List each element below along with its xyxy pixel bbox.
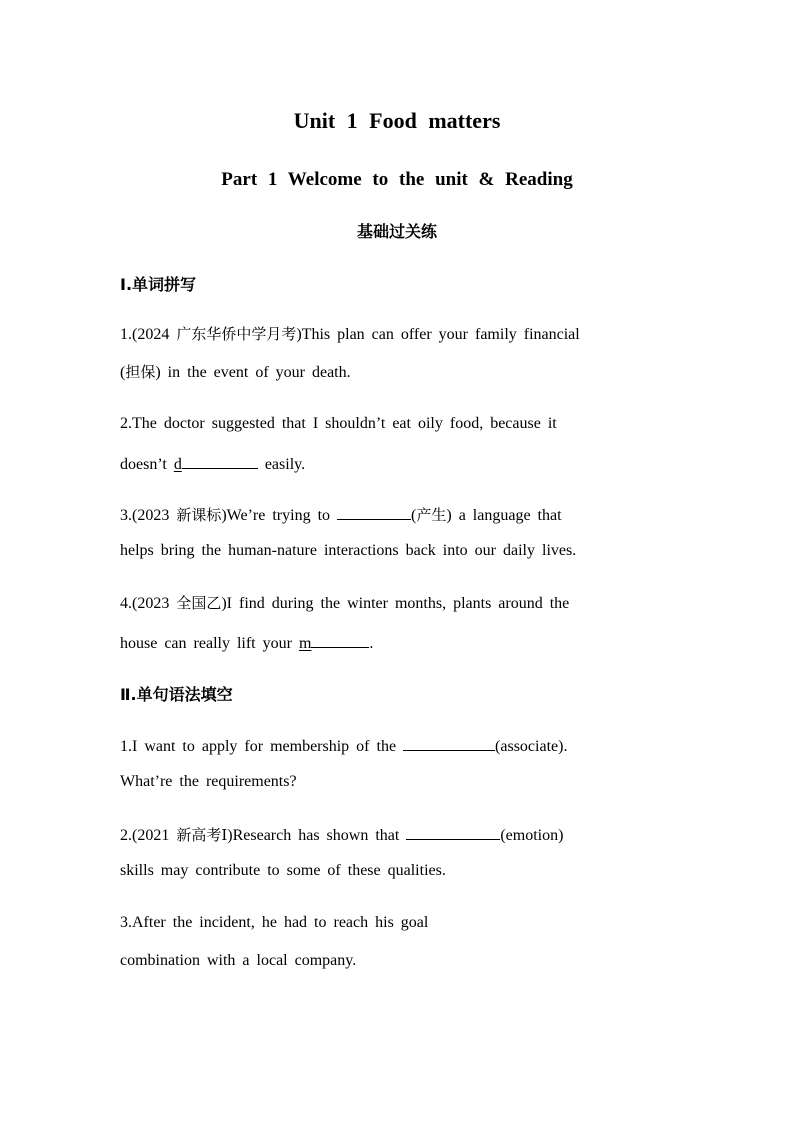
answer-blank[interactable]	[406, 823, 500, 840]
letter-hint: d	[173, 456, 182, 473]
answer-blank[interactable]	[311, 631, 369, 648]
unit-title: Unit 1 Food matters	[293, 108, 501, 133]
question-3-line-1: 3.(2023 新课标)We’re trying to (产生) a language that	[120, 503, 680, 526]
answer-blank[interactable]	[403, 734, 495, 751]
grammar-question-3-line-2: combination with a local company.	[120, 952, 357, 969]
grammar-question-3-line-1: 3.After the incident, he had to reach his goal	[120, 914, 429, 931]
section-heading-spelling: Ⅰ.单词拼写	[120, 275, 197, 294]
question-source: 全国乙	[176, 594, 222, 612]
answer-blank[interactable]	[337, 503, 411, 520]
question-2-line-1: 2.The doctor suggested that I shouldn’t eat oily food, because it	[120, 415, 557, 432]
letter-hint: m	[298, 635, 312, 652]
section-heading-grammar: Ⅱ.单句语法填空	[120, 685, 233, 704]
question-source: 新课标	[176, 506, 222, 524]
grammar-question-1-line-1: 1.I want to apply for membership of the (associate).	[120, 734, 680, 757]
part-title: Part 1 Welcome to the unit & Reading	[221, 169, 573, 190]
question-1-line-1: 1.(2024 广东华侨中学月考)This plan can offer your family financial	[120, 325, 580, 343]
chinese-hint: 担保	[125, 363, 156, 381]
grammar-question-1-line-2: What’re the requirements?	[120, 773, 297, 790]
question-2-line-2: doesn’t d easily.	[120, 452, 680, 475]
question-4-line-1: 4.(2023 全国乙)I find during the winter months, plants around the	[120, 594, 570, 612]
question-3-line-2: helps bring the human-nature interactions back into our daily lives.	[120, 542, 577, 559]
question-4-line-2: house can really lift your m .	[120, 631, 680, 654]
question-1-line-2: (担保) in the event of your death.	[120, 363, 351, 381]
question-source: 新高考Ⅰ	[176, 826, 228, 844]
answer-blank[interactable]	[182, 452, 258, 469]
grammar-question-2-line-1: 2.(2021 新高考Ⅰ)Research has shown that (emotion)	[120, 823, 680, 846]
question-source: 广东华侨中学月考	[176, 325, 297, 343]
section-subtitle: 基础过关练	[356, 222, 437, 241]
chinese-hint: 产生	[416, 506, 447, 524]
grammar-question-2-line-2: skills may contribute to some of these qualities.	[120, 862, 446, 879]
